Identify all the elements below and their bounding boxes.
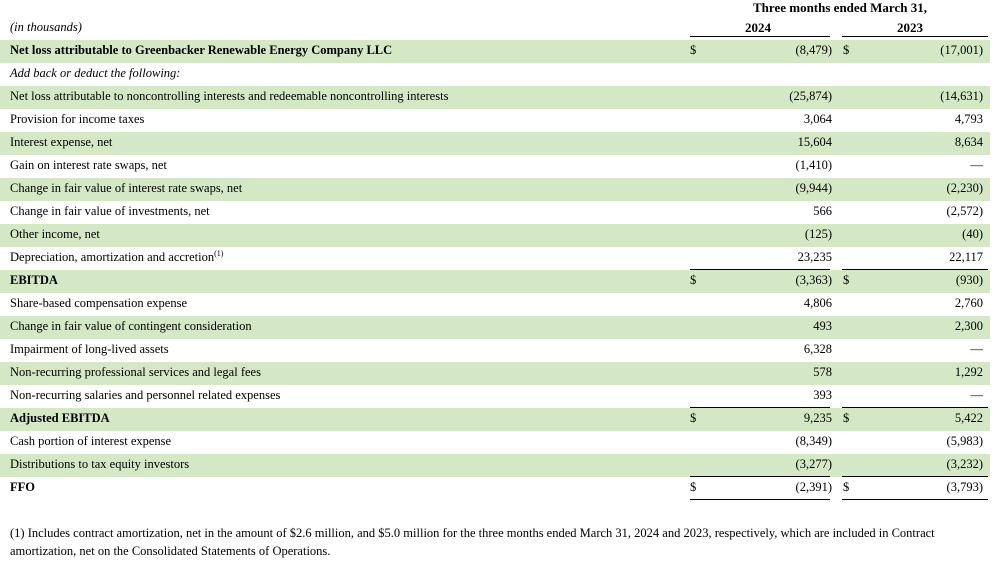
value-2024: 578: [813, 365, 832, 379]
row-label: [10, 434, 171, 449]
row-label-text: Net loss attributable to Greenbacker Renewable Energy Company LLC: [10, 43, 393, 57]
row-label: [10, 89, 448, 104]
currency-symbol-2024: $: [690, 480, 697, 494]
row-label: [10, 227, 100, 242]
row-label-text: Change in fair value of contingent consideration: [10, 319, 252, 333]
table-row: [0, 247, 990, 270]
value-2023: 2,300: [954, 319, 983, 333]
value-2024: (1,410): [795, 158, 832, 172]
row-label: [10, 66, 180, 81]
value-2024: 9,235: [803, 411, 832, 425]
subtotal-rule-2023: [842, 499, 988, 500]
row-label-text: Other income, net: [10, 227, 100, 241]
value-2024: (125): [804, 227, 832, 241]
value-2024: 393: [813, 388, 832, 402]
value-2023: (14,631): [940, 89, 983, 103]
value-2023: (40): [962, 227, 983, 241]
table-row: [0, 385, 990, 408]
value-2023: —: [970, 158, 983, 172]
table-row: [0, 293, 990, 316]
currency-symbol-2023: $: [843, 411, 850, 425]
row-label-text: Change in fair value of investments, net: [10, 204, 210, 218]
value-2024: 6,328: [803, 342, 832, 356]
table-row: [0, 339, 990, 362]
row-label-text: Distributions to tax equity investors: [10, 457, 190, 471]
row-label-text: Share-based compensation expense: [10, 296, 188, 310]
table-row: [0, 431, 990, 454]
value-2023: (2,572): [946, 204, 983, 218]
value-2023: —: [970, 388, 983, 402]
value-2024: (8,479): [795, 43, 832, 57]
currency-symbol-2024: $: [690, 273, 697, 287]
table-row: [0, 132, 990, 155]
value-2024: (25,874): [789, 89, 832, 103]
table-row: [0, 270, 990, 293]
value-2023: 5,422: [954, 411, 983, 425]
year-header-2023: 2023: [897, 20, 923, 35]
value-2023: (930): [955, 273, 983, 287]
value-2023: 4,793: [954, 112, 983, 126]
table-body: [0, 40, 1002, 500]
footnote: (1) Includes contract amortization, net in the amount of $2.6 million, and $5.0 million for the three months ended March 31, 2024 and 2023, respectively, which are included in Contract amortization, net on the Consolidated Statements of Operations.: [10, 526, 935, 558]
table-row: [0, 362, 990, 385]
subtotal-rule-2024: [690, 499, 830, 500]
value-2023: 22,117: [949, 250, 983, 264]
value-2024: 566: [813, 204, 832, 218]
row-label-text: Add back or deduct the following:: [10, 66, 181, 80]
row-label-text: FFO: [10, 480, 35, 494]
value-2023: (2,230): [946, 181, 983, 195]
table-row: [0, 155, 990, 178]
row-label-text: Net loss attributable to noncontrolling interests and redeemable noncontrolling interests: [10, 89, 449, 103]
units-label: (in thousands): [10, 20, 82, 34]
table-row: [0, 316, 990, 339]
table-row: [0, 408, 990, 431]
value-2024: (2,391): [795, 480, 832, 494]
value-2023: 8,634: [954, 135, 983, 149]
row-label: [10, 457, 189, 472]
period-header: Three months ended March 31,: [753, 0, 927, 15]
value-2023: (3,793): [946, 480, 983, 494]
row-label-text: Gain on interest rate swaps, net: [10, 158, 167, 172]
row-label: [10, 43, 392, 58]
row-label-text: Cash portion of interest expense: [10, 434, 172, 448]
row-label-text: Provision for income taxes: [10, 112, 145, 126]
year-header-2024: 2024: [745, 20, 771, 35]
value-2023: 2,760: [954, 296, 983, 310]
currency-symbol-2023: $: [843, 273, 850, 287]
row-label: [10, 296, 187, 311]
currency-symbol-2023: $: [843, 480, 850, 494]
row-label: [10, 181, 242, 196]
value-2024: (9,944): [795, 181, 832, 195]
table-row: [0, 477, 990, 500]
row-label-text: Impairment of long-lived assets: [10, 342, 169, 356]
row-label: [10, 135, 112, 150]
row-label-text: Depreciation, amortization and accretion: [10, 250, 215, 264]
table-row: [0, 224, 990, 247]
value-2023: (5,983): [946, 434, 983, 448]
row-label-text: Adjusted EBITDA: [10, 411, 110, 425]
value-2024: (3,363): [795, 273, 832, 287]
table-row: [0, 454, 990, 477]
table-row: [0, 201, 990, 224]
currency-symbol-2023: $: [843, 43, 850, 57]
value-2024: (8,349): [795, 434, 832, 448]
value-2023: (3,232): [946, 457, 983, 471]
value-2024: 23,235: [797, 250, 832, 264]
row-label-text: Non-recurring salaries and personnel related expenses: [10, 388, 281, 402]
value-2024: 4,806: [803, 296, 832, 310]
value-2024: (3,277): [795, 457, 832, 471]
row-label-text: Interest expense, net: [10, 135, 113, 149]
table-row: [0, 178, 990, 201]
row-label: [10, 112, 144, 127]
value-2023: —: [970, 342, 983, 356]
row-label: [10, 158, 167, 173]
units-row: [0, 17, 990, 40]
value-2024: 15,604: [797, 135, 832, 149]
footnote-marker: (1): [214, 248, 224, 258]
row-label-text: Change in fair value of interest rate swaps, net: [10, 181, 243, 195]
row-label: [10, 411, 110, 426]
currency-symbol-2024: $: [690, 411, 697, 425]
financial-table: [0, 17, 1002, 500]
table-row: [0, 63, 990, 86]
value-2024: 3,064: [803, 112, 832, 126]
row-label: [10, 388, 280, 403]
currency-symbol-2024: $: [690, 43, 697, 57]
row-label-text: Non-recurring professional services and legal fees: [10, 365, 261, 379]
row-label: [10, 204, 210, 219]
row-label: [10, 250, 223, 265]
row-label: [10, 480, 35, 495]
row-label: [10, 342, 169, 357]
value-2024: 493: [813, 319, 832, 333]
table-row: [0, 86, 990, 109]
row-label: [10, 273, 58, 288]
row-label: [10, 319, 252, 334]
table-row: [0, 109, 990, 132]
row-label: [10, 365, 261, 380]
value-2023: 1,292: [954, 365, 983, 379]
table-row: [0, 40, 990, 63]
row-label-text: EBITDA: [10, 273, 58, 287]
value-2023: (17,001): [940, 43, 983, 57]
